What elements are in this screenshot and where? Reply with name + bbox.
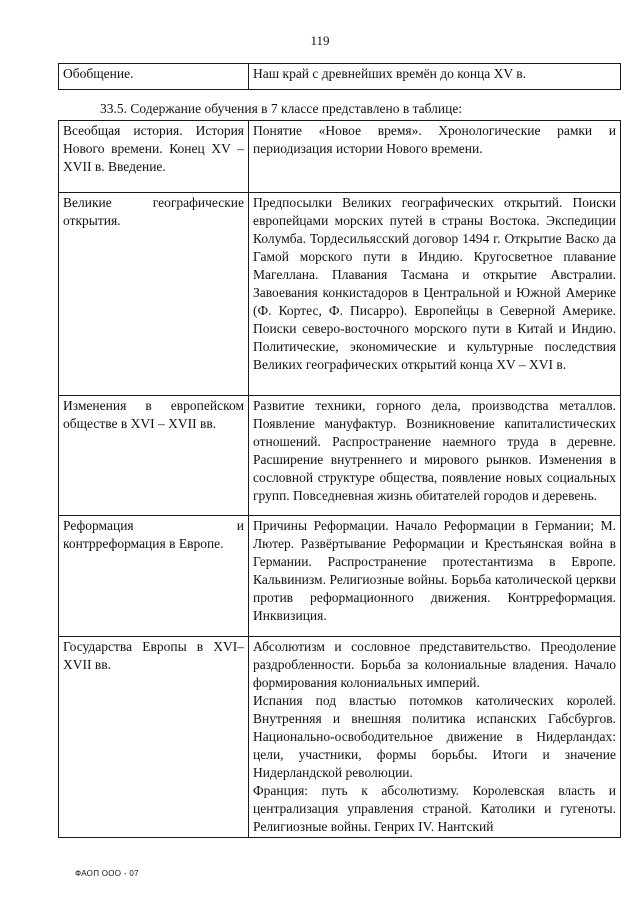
table-row [59,64,621,90]
topic-cell: Всеобщая история. История Нового времени. Конец XV – XVII в. Введение. [59,121,249,193]
table-row [59,516,621,637]
table-row [59,396,621,516]
previous-table-end [58,63,621,90]
topic-cell: Изменения в европейском обществе в XVI – XVII вв. [59,396,249,516]
content-paragraph: Франция: путь к абсолютизму. Королевская власть и централизация управления страной. Католики и гугеноты. Религиозные войны. Генрих IV. Нантский [253,783,616,834]
content-cell [249,121,621,193]
content-paragraph: Понятие «Новое время». Хронологические рамки и периодизация истории Нового времени. [253,123,616,156]
content-cell [249,193,621,396]
content-cell [249,637,621,838]
page-number: 119 [310,33,330,48]
topic-cell: Великие географические открытия. [59,193,249,396]
content-paragraph: Развитие техники, горного дела, производства металлов. Появление мануфактур. Возникновение капиталистических отношений. Распространение наемного труда в деревне. Расширение внутреннего и мирового рынков. Изменения в сословной структуре общества, появление новых социальных групп. Повседневная жизнь обитателей городов и деревень. [253,398,616,503]
table-row [59,193,621,396]
content-cell [249,516,621,637]
section-caption: 33.5. Содержание обучения в 7 классе представлено в таблице: [100,101,463,116]
topic-cell: Государства Европы в XVI– XVII вв. [59,637,249,838]
content-cell: Наш край с древнейших времён до конца XV в. [249,64,621,90]
topic-cell: Обобщение. [59,64,249,90]
content-paragraph: Предпосылки Великих географических открытий. Поиски европейцами морских путей в страны Востока. Экспедиции Колумба. Тордесильясский договор 1494 г. Открытие Васко да Гамой морского пути в Индию. Кругосветное плавание Магеллана. Плавания Тасмана и открытие Австралии. Завоевания конкистадоров в Центральной и Южной Америке (Ф. Кортес, Ф. Писарро). Европейцы в Северной Америке. Поиски северо-восточного морского пути в Китай и Индию. Политические, экономические и культурные последствия Великих географических открытий конца XV – XVI в. [253,195,616,372]
table-row [59,121,621,193]
table-row [59,637,621,838]
topic-cell: Реформация и контрреформация в Европе. [59,516,249,637]
content-paragraph: Испания под властью потомков католических королей. Внутренняя и внешняя политика испанских Габсбургов. Национально-освободительное движение в Нидерландах: цели, участники, формы борьбы. Итоги и значение Нидерландской революции. [253,693,616,780]
footer-code: ФАОП ООО - 07 [75,869,139,878]
curriculum-table [58,120,621,838]
content-paragraph: Абсолютизм и сословное представительство. Преодоление раздробленности. Борьба за колониальные владения. Начало формирования колониальных империй. [253,639,616,690]
content-cell [249,396,621,516]
content-paragraph: Причины Реформации. Начало Реформации в Германии; М. Лютер. Развёртывание Реформации и Крестьянская война в Германии. Распространение протестантизма в Европе. Кальвинизм. Религиозные войны. Борьба католической церкви против реформационного движения. Контрреформация. Инквизиция. [253,518,616,623]
